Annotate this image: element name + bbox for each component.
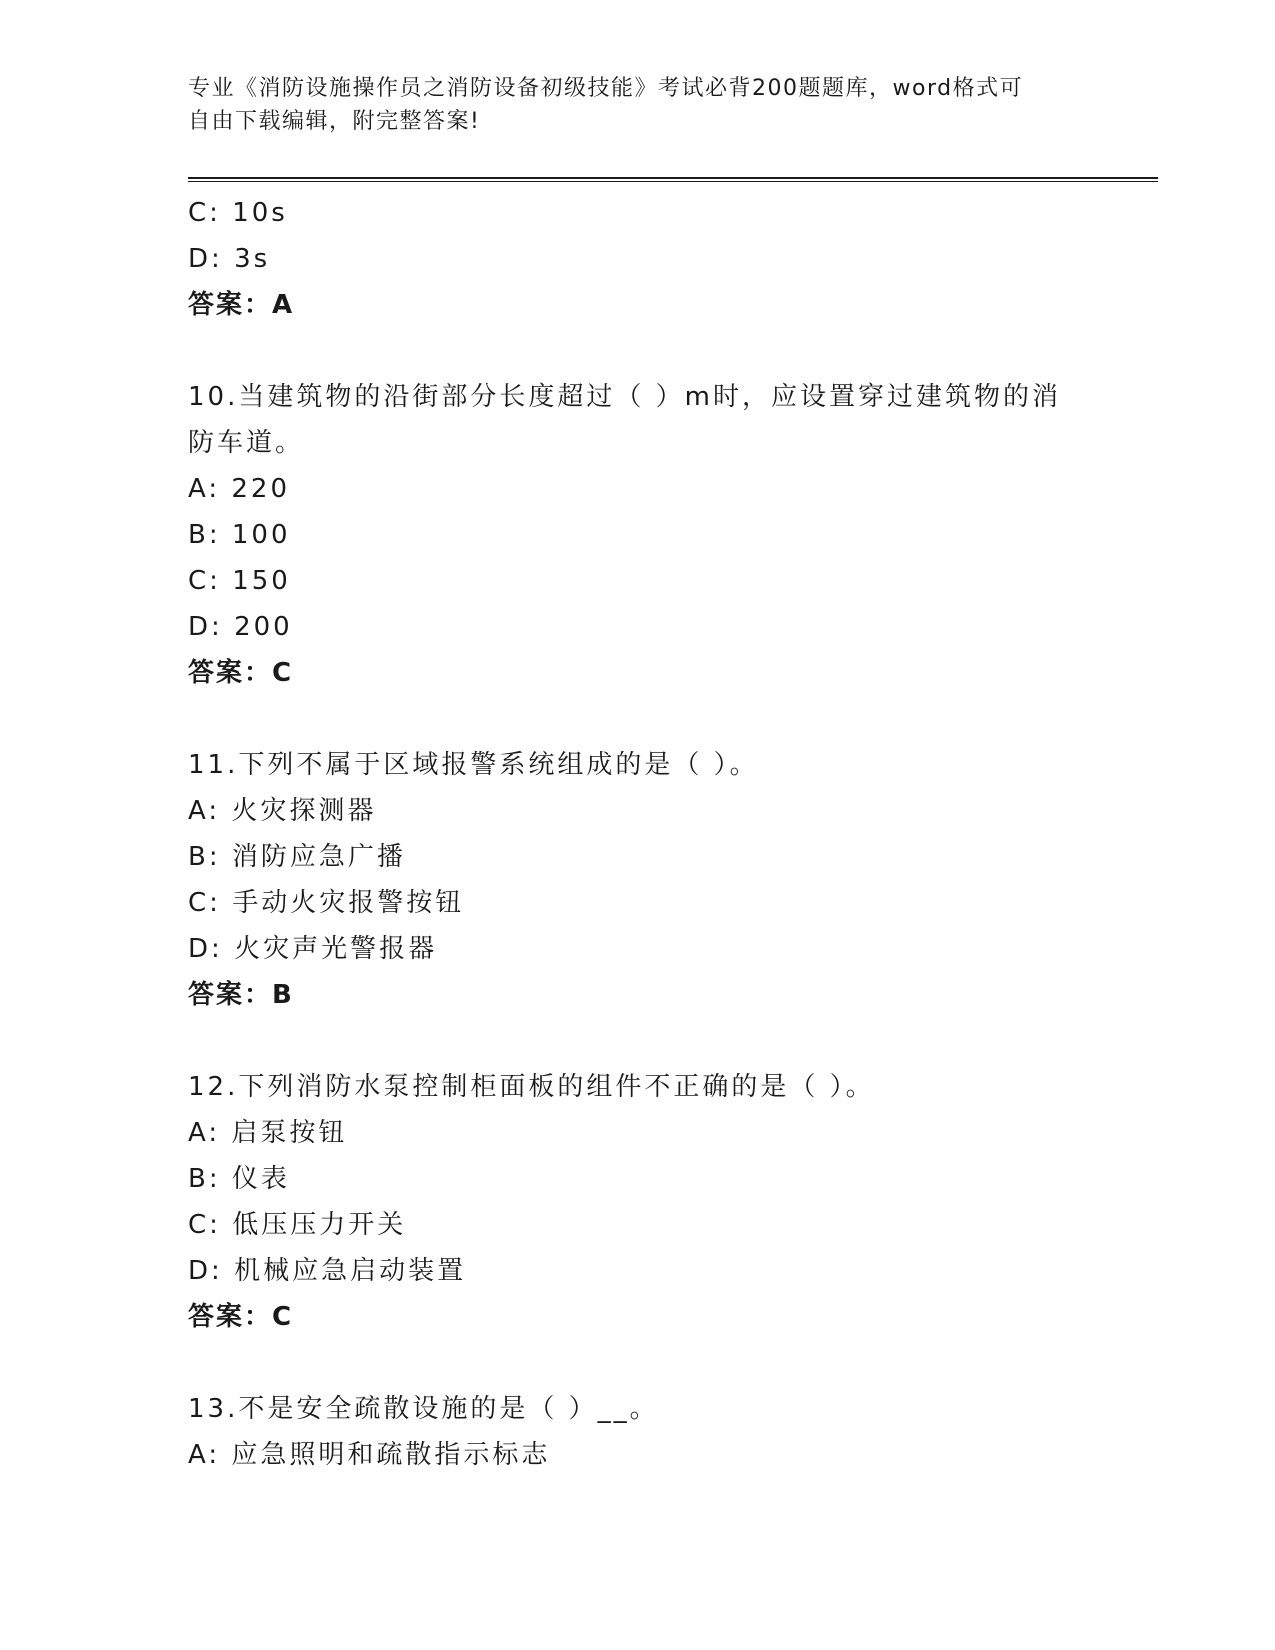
answer: 答案：B <box>188 980 294 1010</box>
header-line-2: 自由下载编辑，附完整答案! <box>188 109 481 134</box>
document-header <box>188 72 1068 138</box>
option-a: A: 火灾探测器 <box>188 796 377 826</box>
option-a: A: 应急照明和疏散指示标志 <box>188 1440 551 1470</box>
header-line-1: 专业《消防设施操作员之消防设备初级技能》考试必背200题题库，word格式可 <box>188 76 1024 101</box>
answer: 答案：C <box>188 658 294 688</box>
question-text: 11.下列不属于区域报警系统组成的是（ ）。 <box>188 750 759 780</box>
answer: 答案：A <box>188 290 295 320</box>
prev-question <box>188 190 1088 328</box>
question-text: 12.下列消防水泵控制柜面板的组件不正确的是（ ）。 <box>188 1072 875 1102</box>
option-c: C: 低压压力开关 <box>188 1210 407 1240</box>
option-a: A: 220 <box>188 474 291 504</box>
question-10 <box>188 374 1088 696</box>
answer: 答案：C <box>188 1302 294 1332</box>
question-text: 13.不是安全疏散设施的是（ ）__。 <box>188 1394 659 1424</box>
option-d: D: 200 <box>188 612 293 642</box>
question-text-cont: 防车道。 <box>188 428 305 458</box>
option-c: C: 150 <box>188 566 291 596</box>
question-12 <box>188 1064 1088 1340</box>
option-d: D: 火灾声光警报器 <box>188 934 438 964</box>
question-content <box>188 190 1088 1478</box>
option-b: B: 100 <box>188 520 291 550</box>
question-11 <box>188 742 1088 1018</box>
option-c: C: 手动火灾报警按钮 <box>188 888 465 918</box>
option-b: B: 仪表 <box>188 1164 290 1194</box>
question-text: 10.当建筑物的沿街部分长度超过（ ）m时，应设置穿过建筑物的消 <box>188 382 1061 412</box>
option-a: A: 启泵按钮 <box>188 1118 348 1148</box>
option-d: D: 机械应急启动装置 <box>188 1256 467 1286</box>
option-d: D: 3s <box>188 244 271 274</box>
option-b: B: 消防应急广播 <box>188 842 406 872</box>
header-divider <box>188 177 1158 182</box>
option-c: C: 10s <box>188 198 288 228</box>
question-13 <box>188 1386 1088 1478</box>
